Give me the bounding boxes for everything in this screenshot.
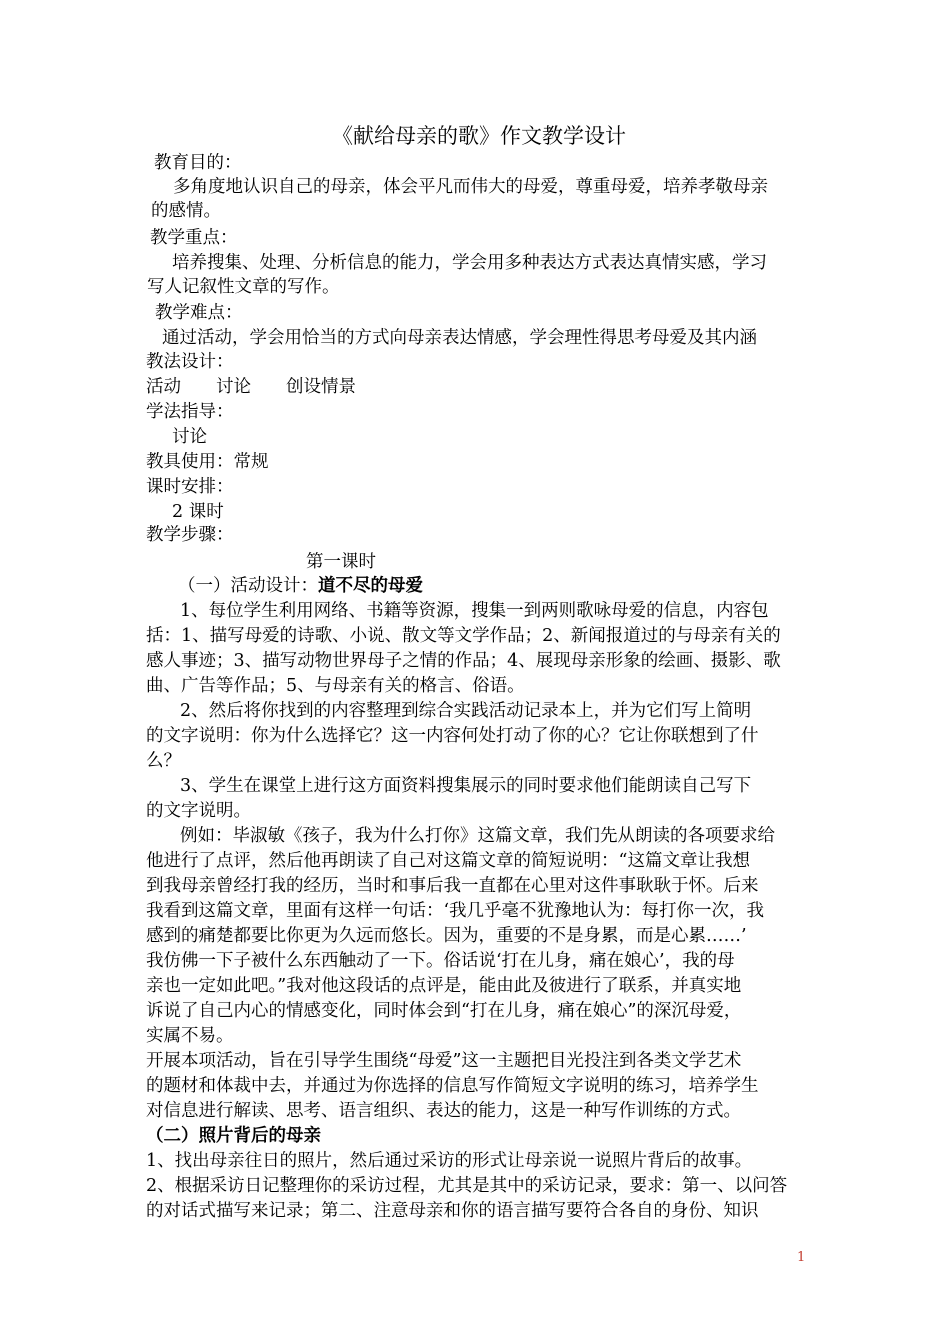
paragraph-line: 我看到这篇文章，里面有这样一句话：‘我几乎毫不犹豫地认为：每打你一次，我	[146, 901, 765, 921]
heading-education-goal: 教育目的：	[154, 153, 242, 173]
lesson-heading: 第一课时	[306, 552, 376, 572]
paragraph-line: 实属不易。	[146, 1026, 234, 1046]
paragraph-line: 3、学生在课堂上进行这方面资料搜集展示的同时要求他们能朗读自己写下	[180, 776, 752, 796]
paragraph-line: 对信息进行解读、思考、语言组织、表达的能力，这是一种写作训练的方式。	[146, 1101, 741, 1121]
paragraph-line: 2、然后将你找到的内容整理到综合实践活动记录本上，并为它们写上简明	[180, 701, 752, 721]
paragraph-line: 我仿佛一下子被什么东西触动了一下。俗话说‘打在儿身，痛在娘心’，我的母	[146, 951, 735, 971]
paragraph-line: 开展本项活动，旨在引导学生围绕“母爱”这一主题把目光投注到各类文学艺术	[146, 1051, 742, 1071]
activity-theme: 道不尽的母爱	[318, 576, 423, 596]
paragraph-line: 括：1、描写母爱的诗歌、小说、散文等文学作品；2、新闻报道过的与母亲有关的	[146, 626, 781, 646]
heading-method-design: 教法设计：	[146, 352, 234, 372]
paragraph-line: 讨论	[172, 427, 207, 447]
page-number: 1	[797, 1250, 806, 1265]
heading-steps: 教学步骤：	[146, 525, 234, 545]
heading-schedule: 课时安排：	[146, 477, 234, 497]
section-heading: （二）照片背后的母亲	[146, 1126, 321, 1146]
document-title: 《献给母亲的歌》作文教学设计	[332, 124, 626, 148]
paragraph-line: 1、每位学生利用网络、书籍等资源，搜集一到两则歌咏母爱的信息，内容包	[180, 601, 769, 621]
paragraph-line: 写人记叙性文章的写作。	[147, 277, 340, 297]
paragraph-line: 感到的痛楚都要比你更为久远而悠长。因为，重要的不是身累，而是心累……’	[146, 926, 747, 946]
paragraph-line: 1、找出母亲往日的照片，然后通过采访的形式让母亲说一说照片背后的故事。	[146, 1151, 753, 1171]
paragraph-line: 的对话式描写来记录；第二、注意母亲和你的语言描写要符合各自的身份、知识	[146, 1201, 759, 1221]
paragraph-line: 2 课时	[172, 502, 224, 522]
paragraph-line: 的文字说明：你为什么选择它？这一内容何处打动了你的心？它让你联想到了什	[146, 726, 759, 746]
heading-learning-guide: 学法指导：	[146, 402, 234, 422]
heading-difficulties: 教学难点：	[155, 303, 243, 323]
paragraph-line: 他进行了点评，然后他再朗读了自己对这篇文章的简短说明：“这篇文章让我想	[146, 851, 750, 871]
section-heading	[178, 574, 423, 598]
paragraph-line: 教具使用：常规	[146, 452, 269, 472]
paragraph-line: 例如：毕淑敏《孩子，我为什么打你》这篇文章，我们先从朗读的各项要求给	[180, 826, 775, 846]
paragraph-line: 多角度地认识自己的母亲，体会平凡而伟大的母爱，尊重母爱，培养孝敬母亲	[173, 177, 768, 197]
paragraph-line: 活动 讨论 创设情景	[146, 377, 356, 397]
paragraph-line: 的感情。	[151, 201, 221, 221]
paragraph-line: 到我母亲曾经打我的经历，当时和事后我一直都在心里对这件事耿耿于怀。后来	[146, 876, 759, 896]
paragraph-line: 的题材和体裁中去，并通过为你选择的信息写作简短文字说明的练习，培养学生	[146, 1076, 759, 1096]
section-heading-label: （一）活动设计：	[178, 576, 318, 596]
paragraph-line: 诉说了自己内心的情感变化，同时体会到“打在儿身，痛在娘心”的深沉母爱，	[146, 1001, 742, 1021]
heading-key-points: 教学重点：	[150, 228, 238, 248]
paragraph-line: 曲、广告等作品；5、与母亲有关的格言、俗语。	[146, 676, 525, 696]
paragraph-line: 亲也一定如此吧。”我对他这段话的点评是，能由此及彼进行了联系，并真实地	[146, 976, 742, 996]
paragraph-line: 的文字说明。	[146, 801, 251, 821]
paragraph-line: 感人事迹；3、描写动物世界母子之情的作品；4、展现母亲形象的绘画、摄影、歌	[146, 651, 781, 671]
paragraph-line: 培养搜集、处理、分析信息的能力，学会用多种表达方式表达真情实感，学习	[172, 253, 767, 273]
paragraph-line: 2、根据采访日记整理你的采访过程，尤其是其中的采访记录，要求：第一、以问答	[146, 1176, 788, 1196]
paragraph-line: 通过活动，学会用恰当的方式向母亲表达情感，学会理性得思考母爱及其内涵	[162, 328, 757, 348]
paragraph-line: 么？	[146, 751, 181, 771]
